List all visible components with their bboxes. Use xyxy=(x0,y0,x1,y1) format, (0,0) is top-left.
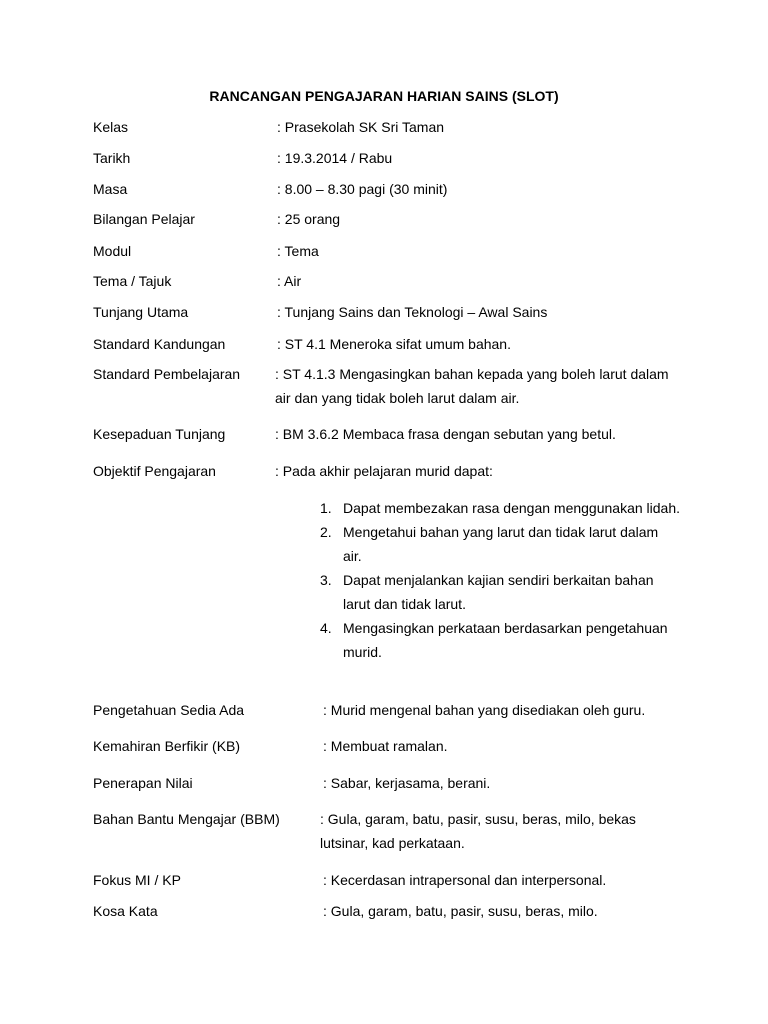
field-label: Kelas xyxy=(93,119,129,135)
field-value: : Gula, garam, batu, pasir, susu, beras, milo, bekas lutsinar, kad perkataan. xyxy=(320,811,636,851)
field-label: Bahan Bantu Mengajar (BBM) xyxy=(93,811,280,827)
field-value: : BM 3.6.2 Membaca frasa dengan sebutan yang betul. xyxy=(275,426,616,442)
list-text: Dapat menjalankan kajian sendiri berkaitan bahan larut dan tidak larut. xyxy=(343,572,654,612)
field-label: Tunjang Utama xyxy=(93,304,189,320)
field-value: : Sabar, kerjasama, berani. xyxy=(323,775,491,791)
field-value: : 19.3.2014 / Rabu xyxy=(277,150,393,166)
field-label: Standard Pembelajaran xyxy=(93,366,241,382)
list-text: Mengasingkan perkataan berdasarkan pengetahuan murid. xyxy=(343,620,668,660)
field-value: : ST 4.1.3 Mengasingkan bahan kepada yang boleh larut dalam air dan yang tidak boleh larut dalam air. xyxy=(275,366,669,406)
field-value: : 25 orang xyxy=(277,211,341,227)
field-value: : Prasekolah SK Sri Taman xyxy=(277,119,445,135)
field-label: Masa xyxy=(93,181,128,197)
field-value: : Gula, garam, batu, pasir, susu, beras, milo. xyxy=(323,903,598,919)
field-label: Tema / Tajuk xyxy=(93,273,172,289)
field-value: : Air xyxy=(277,273,302,289)
field-value: : 8.00 – 8.30 pagi (30 minit) xyxy=(277,181,448,197)
field-label: Kosa Kata xyxy=(93,903,158,919)
field-label: Kemahiran Berfikir (KB) xyxy=(93,738,241,754)
list-item xyxy=(320,568,680,616)
field-value: : Pada akhir pelajaran murid dapat: xyxy=(275,463,493,479)
objectives-list xyxy=(320,496,680,664)
field-label: Fokus MI / KP xyxy=(93,872,181,888)
list-text: Mengetahui bahan yang larut dan tidak larut dalam air. xyxy=(343,524,659,564)
field-label: Modul xyxy=(93,243,132,259)
field-label: Tarikh xyxy=(93,150,131,166)
list-item xyxy=(320,496,680,520)
field-label: Pengetahuan Sedia Ada xyxy=(93,702,245,718)
field-value: : Membuat ramalan. xyxy=(323,738,448,754)
field-value: : Tunjang Sains dan Teknologi – Awal Sains xyxy=(277,304,548,320)
field-value: : Kecerdasan intrapersonal dan interpersonal. xyxy=(323,872,607,888)
document-title: RANCANGAN PENGAJARAN HARIAN SAINS (SLOT) xyxy=(209,88,559,104)
list-number: 4. xyxy=(320,620,332,636)
list-number: 1. xyxy=(320,500,332,516)
field-value: : ST 4.1 Meneroka sifat umum bahan. xyxy=(277,336,511,352)
field-label: Objektif Pengajaran xyxy=(93,463,216,479)
list-item xyxy=(320,616,680,664)
field-label: Bilangan Pelajar xyxy=(93,211,195,227)
field-value: : Murid mengenal bahan yang disediakan oleh guru. xyxy=(323,702,646,718)
field-value: : Tema xyxy=(277,243,319,259)
list-number: 2. xyxy=(320,524,332,540)
field-label: Kesepaduan Tunjang xyxy=(93,426,226,442)
field-label: Standard Kandungan xyxy=(93,336,226,352)
list-text: Dapat membezakan rasa dengan menggunakan lidah. xyxy=(343,500,681,516)
list-number: 3. xyxy=(320,572,332,588)
field-label: Penerapan Nilai xyxy=(93,775,193,791)
list-item xyxy=(320,520,680,568)
